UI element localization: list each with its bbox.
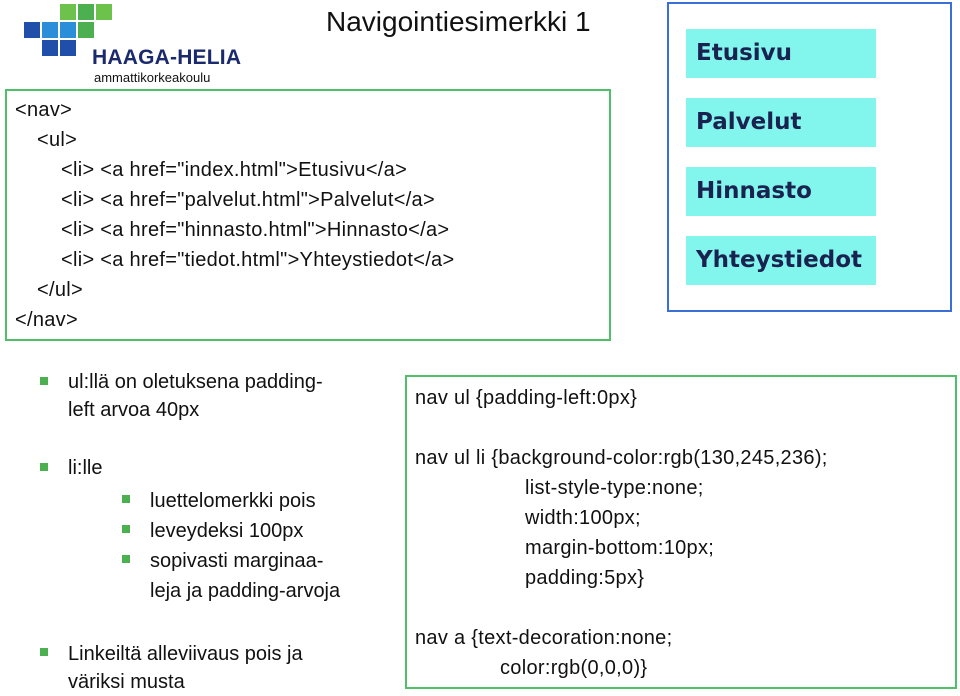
css-line: padding:5px} <box>525 567 645 589</box>
code-line: <li> <a href="hinnasto.html">Hinnasto</a> <box>61 219 450 241</box>
note-sub-bullet: luettelomerkki pois <box>150 490 316 512</box>
nav-item-hinnasto[interactable]: Hinnasto <box>686 167 876 216</box>
code-line: <nav> <box>15 99 73 121</box>
html-code-box <box>5 89 611 341</box>
logo-name: HAAGA-HELIA <box>92 46 242 69</box>
nav-item-palvelut[interactable]: Palvelut <box>686 98 876 147</box>
bullet-icon <box>40 463 48 471</box>
note-sub-margin-line2: leja ja padding-arvoja <box>150 580 341 602</box>
note-links-line2: väriksi musta <box>68 671 185 693</box>
css-code-box <box>405 375 957 689</box>
note-links-line1: Linkeiltä alleviivaus pois ja <box>68 643 303 665</box>
nav-item-yhteystiedot[interactable]: Yhteystiedot <box>686 236 876 285</box>
logo-subtitle: ammattikorkeakoulu <box>94 70 211 85</box>
nav-preview <box>667 2 952 312</box>
sub-bullet-icon <box>122 555 130 563</box>
nav-item-etusivu[interactable]: Etusivu <box>686 29 876 78</box>
haaga-helia-logo <box>22 4 252 86</box>
css-line: nav ul {padding-left:0px} <box>415 387 638 409</box>
note-sub-width: leveydeksi 100px <box>150 520 304 542</box>
bullet-icon <box>40 648 48 656</box>
bullet-icon <box>40 377 48 385</box>
sub-bullet-icon <box>122 525 130 533</box>
note-li: li:lle <box>68 457 103 479</box>
css-line: margin-bottom:10px; <box>525 537 715 559</box>
code-line: <li> <a href="index.html">Etusivu</a> <box>61 159 408 181</box>
code-line: <ul> <box>37 129 78 151</box>
note-padding-line1: ul:llä on oletuksena padding- <box>68 371 323 393</box>
code-line: <li> <a href="tiedot.html">Yhteystiedot</a> <box>61 249 455 271</box>
sub-bullet-icon <box>122 495 130 503</box>
css-line: nav a {text-decoration:none; <box>415 627 673 649</box>
css-line: list-style-type:none; <box>525 477 704 499</box>
css-line: width:100px; <box>525 507 641 529</box>
code-line: <li> <a href="palvelut.html">Palvelut</a> <box>61 189 435 211</box>
code-line: </nav> <box>15 309 78 331</box>
code-line: </ul> <box>37 279 83 301</box>
note-padding-line2: left arvoa 40px <box>68 399 200 421</box>
note-sub-margin-line1: sopivasti marginaa- <box>150 550 324 572</box>
css-line: color:rgb(0,0,0)} <box>500 657 648 679</box>
slide-title: Navigointiesimerkki 1 <box>326 6 591 37</box>
css-line: nav ul li {background-color:rgb(130,245,236); <box>415 447 828 469</box>
